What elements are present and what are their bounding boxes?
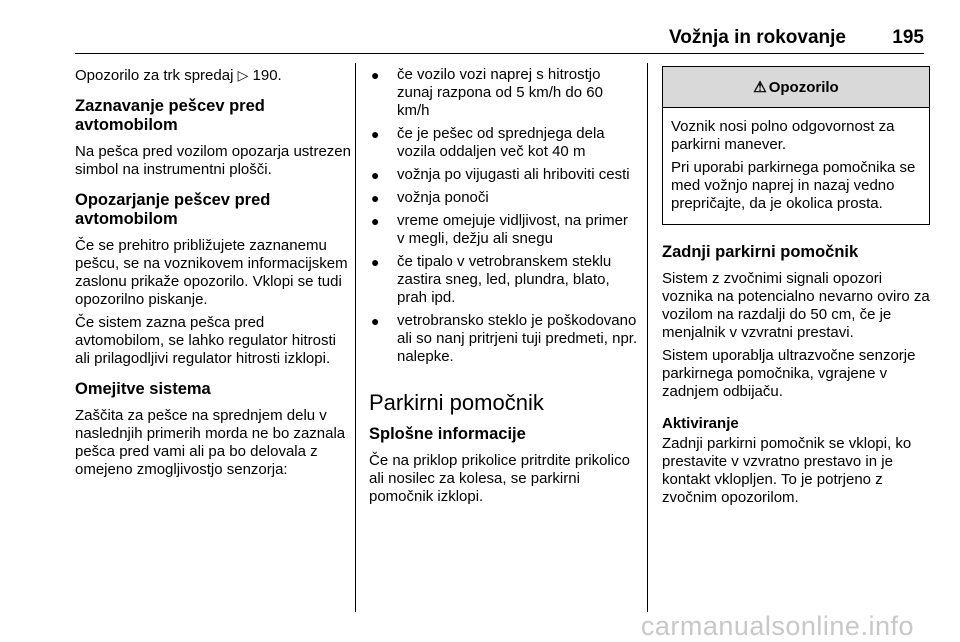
bullet-icon: ● bbox=[371, 126, 380, 142]
list-item: ● vožnja ponoči bbox=[371, 189, 489, 206]
list-item: ● če vozilo vozi naprej s hitrostjo zunaj razpona od 5 km/h do 60 km/h bbox=[371, 66, 603, 119]
paragraph-ultrasonic-sensors: Sistem uporablja ultrazvočne senzorje parkirnega pomočnika, vgrajene v zadnjem odbijaču. bbox=[662, 347, 916, 400]
section-title-parking-assist: Parkirni pomočnik bbox=[369, 390, 544, 415]
paragraph-warning-display: Če se prehitro približujete zaznanemu pešcu, se na voznikovem informacijskem zaslonu prikaže opozorilo. Vklopi se tudi opozorilno piskanje. bbox=[75, 237, 348, 308]
page-reference-link[interactable]: 190. bbox=[252, 67, 282, 84]
paragraph-trailer: Če na priklop prikolice pritrdite prikolico ali nosilec za kolesa, se parkirni pomočnik izklopi. bbox=[369, 452, 630, 505]
page-number: 195 bbox=[892, 27, 924, 48]
heading-pedestrian-warning: Opozarjanje pešcev pred avtomobilom bbox=[75, 191, 271, 228]
paragraph-cruise-control: Če sistem zazna pešca pred avtomobilom, se lahko regulator hitrosti ali prilagodljivi regulator hitrosti izklopi. bbox=[75, 314, 336, 367]
page-title: Vožnja in rokovanje bbox=[668, 27, 846, 48]
column-2 bbox=[369, 66, 639, 511]
column-divider-right bbox=[647, 63, 648, 612]
warning-body bbox=[663, 108, 929, 224]
warning-paragraph-responsibility: Voznik nosi polno odgovornost za parkirni manever. bbox=[671, 118, 895, 153]
heading-general-info: Splošne informacije bbox=[369, 425, 526, 443]
bullet-icon: ● bbox=[371, 213, 380, 229]
warning-title: Opozorilo bbox=[768, 78, 839, 96]
page-header bbox=[75, 26, 924, 54]
paragraph-activation: Zadnji parkirni pomočnik se vklopi, ko prestavite v vzvratno prestavo in je kontakt vklopljen. To je potrjeno z zvočnim opozorilom. bbox=[662, 435, 912, 506]
warning-box bbox=[662, 66, 930, 225]
paragraph-pedestrian-symbol: Na pešca pred vozilom opozarja ustrezen simbol na instrumentni plošči. bbox=[75, 143, 351, 178]
column-divider-left bbox=[355, 63, 356, 612]
watermark: carmanualsonline.info bbox=[640, 611, 914, 641]
warning-paragraph-surroundings: Pri uporabi parkirnega pomočnika se med vožnjo naprej in nazaj vedno prepričajte, da je okolica prosta. bbox=[671, 159, 916, 212]
heading-pedestrian-detection: Zaznavanje pešcev pred avtomobilom bbox=[75, 97, 265, 134]
list-item: ● vreme omejuje vidljivost, na primer v megli, dežju ali snegu bbox=[371, 212, 628, 247]
column-1 bbox=[75, 66, 351, 484]
heading-rear-parking-assist: Zadnji parkirni pomočnik bbox=[662, 243, 859, 261]
paragraph-acoustic-signals: Sistem z zvočnimi signali opozori voznika na potencialno nevarno oviro za vozilom na razdalji do 50 cm, če je menjalnik v vzvratni prestavi. bbox=[662, 270, 930, 341]
bullet-icon: ● bbox=[371, 190, 380, 206]
bullet-icon: ● bbox=[371, 313, 380, 329]
bullet-icon: ● bbox=[371, 167, 380, 183]
list-item: ● če je pešec od sprednjega dela vozila oddaljen več kot 40 m bbox=[371, 125, 605, 160]
heading-activation: Aktiviranje bbox=[662, 415, 739, 432]
paragraph-limits-intro: Zaščita za pešce na sprednjem delu v naslednjih primerih morda ne bo zaznala pešca pred vami ali pa bo delovala z omejeno zmogljivostjo senzorja: bbox=[75, 407, 346, 478]
warning-triangle-icon: ⚠ bbox=[753, 79, 767, 96]
bullet-icon: ● bbox=[371, 254, 380, 270]
reference-arrow-icon: ▷ bbox=[237, 67, 249, 83]
warning-header bbox=[663, 67, 929, 108]
cross-reference-paragraph: Opozorilo za trk spredaj ▷ 190. bbox=[75, 67, 282, 84]
bullet-icon: ● bbox=[371, 67, 380, 83]
list-item: ● vetrobransko steklo je poškodovano ali so nanj pritrjeni tuji predmeti, npr. nalepke. bbox=[371, 312, 638, 365]
column-3 bbox=[662, 66, 930, 512]
list-item: ● če tipalo v vetrobranskem steklu zastira sneg, led, plundra, blato, prah ipd. bbox=[371, 253, 612, 306]
heading-system-limits: Omejitve sistema bbox=[75, 380, 211, 398]
list-item: ● vožnja po vijugasti ali hriboviti cesti bbox=[371, 166, 630, 183]
limits-list bbox=[369, 66, 639, 366]
